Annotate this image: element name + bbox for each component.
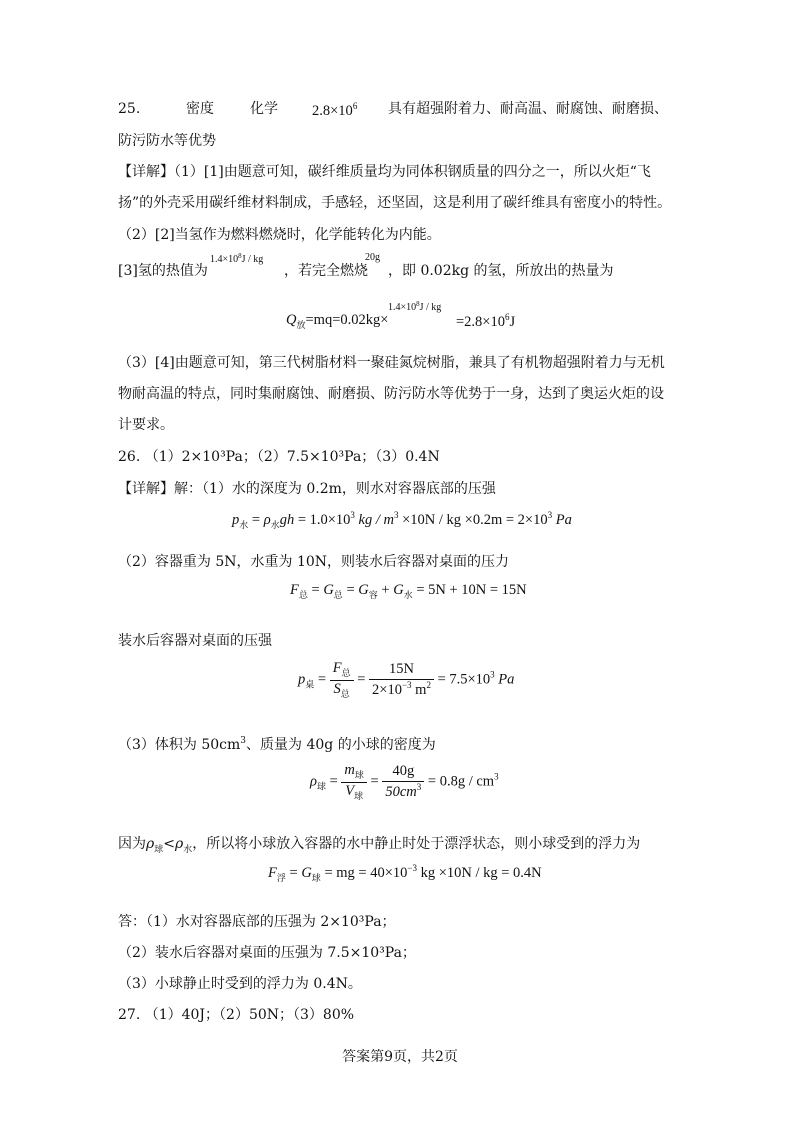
q25-number: 25. [118,101,141,117]
q25-answer-4-line2: 防污防水等优势 [118,133,216,149]
q26-detail-paragraph-1: 【详解】解：（1）水的深度为 0.2m，则水对容器底部的压强 [118,481,496,497]
q25-mass: 20g [365,252,380,263]
q26-answer-2: （2）装水后容器对桌面的压强为 7.5×10³Pa； [118,945,416,961]
q25-detail-paragraph-4-line2: 物耐高温的特点，同时集耐腐蚀、耐磨损、防污防水等优势于一身，达到了奥运火炬的设 [118,386,664,402]
q26-detail-paragraph-4: （3）体积为 $50cm^3$、质量为 40g 的小球的密度为 [118,736,436,753]
q25-detail-paragraph-2: （2）[2]当氢作为燃料燃烧时，化学能转化为内能。 [118,227,441,243]
q25-detail-paragraph-4-line1: （3）[4]由题意可知，第三代树脂材料一聚硅氮烷树脂，兼具了有机物超强附着力与无机 [118,355,665,371]
q25-heat-equation-q: $1.4\times 10^8J$ / kg [388,300,442,313]
detail-tag: 【详解】 [118,481,174,497]
q26-detail-paragraph-5: 因为$\rho_球<\rho_水$，所以将小球放入容器的水中静止时处于漂浮状态，则小球受到的浮力为 [118,836,641,855]
detail-tag: 【详解】 [118,164,174,180]
q25-heat-value: $1.4\times 10^8J$ / kg [210,252,264,265]
q25-detail-paragraph-3-a: [3]氢的热值为 [118,263,208,279]
q26-equation-force: $F_总 = G_总 = G_容 + G_水 = 5N + 10N = 15N$ [290,582,527,600]
q26-detail-paragraph-3: 装水后容器对桌面的压强 [118,633,272,649]
q25-heat-equation-result: $=2.8\times 10^6J$ [456,312,516,330]
q25-detail-paragraph-1-line2: 扬”的外壳采用碳纤维材料制成，手感轻，还坚固，这是利用了碳纤维具有密度小的特性。 [118,195,672,211]
q25-detail-paragraph-1: 【详解】（1）[1]由题意可知，碳纤维质量均为同体积钢质量的四分之一，所以火炬“飞 [118,164,651,180]
q25-detail-paragraph-4-line3: 计要求。 [118,417,174,433]
q26-equation-buoyancy: $F_浮 = G_球$ = mg = $40\times 10^{-3}$ kg ×10N / kg = 0.4N [268,863,542,883]
q26-equation-desk-pressure: $p_桌$ = $\frac{F_总}{S_总}$ = $\frac{15N}{2\times 10^{-3} m^2}$ = $7.5\times 10^3$ Pa [298,660,515,699]
q26-header: 26. （1）2×10³Pa；（2）7.5×10³Pa；（3）0.4N [118,449,440,465]
q25-answer-2: 化学 [250,101,278,117]
q25-answer-3: $2.8\times 10^6$ [312,101,358,119]
q26-detail-paragraph-2: （2）容器重为 5N，水重为 10N，则装水后容器对桌面的压力 [118,554,510,570]
q27-header: 27. （1）40J；（2）50N；（3）80% [118,1007,355,1023]
q26-answer-1: 答：（1）水对容器底部的压强为 2×10³Pa； [118,914,396,930]
q26-answer-3: （3）小球静止时受到的浮力为 0.4N。 [118,976,362,992]
q25-heat-equation: $Q_放=mq=0.02kg\times$ [286,312,389,330]
page-footer: 答案第9页，共2页 [342,1049,458,1065]
q25-detail-paragraph-3-b: ，若完全燃烧 [284,263,368,279]
q25-detail-paragraph-3-c: ，即 0.02kg 的氢，所放出的热量为 [388,263,614,279]
q25-answer-4-line1: 具有超强附着力、耐高温、耐腐蚀、耐磨损、 [388,101,668,117]
q25-answer-1: 密度 [186,101,214,117]
q26-equation-ball-density: $\rho_球$ = $\frac{m_球}{V_球}$ = $\frac{40g}{50cm^3}$ = $0.8g / cm^3$ [310,762,499,801]
q26-equation-pressure: $p_水 = \rho_水gh = 1.0\times 10^3$ kg / $m^3 \times 10N$ / kg $\times 0.2m = 2\times 10^3$ Pa [232,510,572,530]
